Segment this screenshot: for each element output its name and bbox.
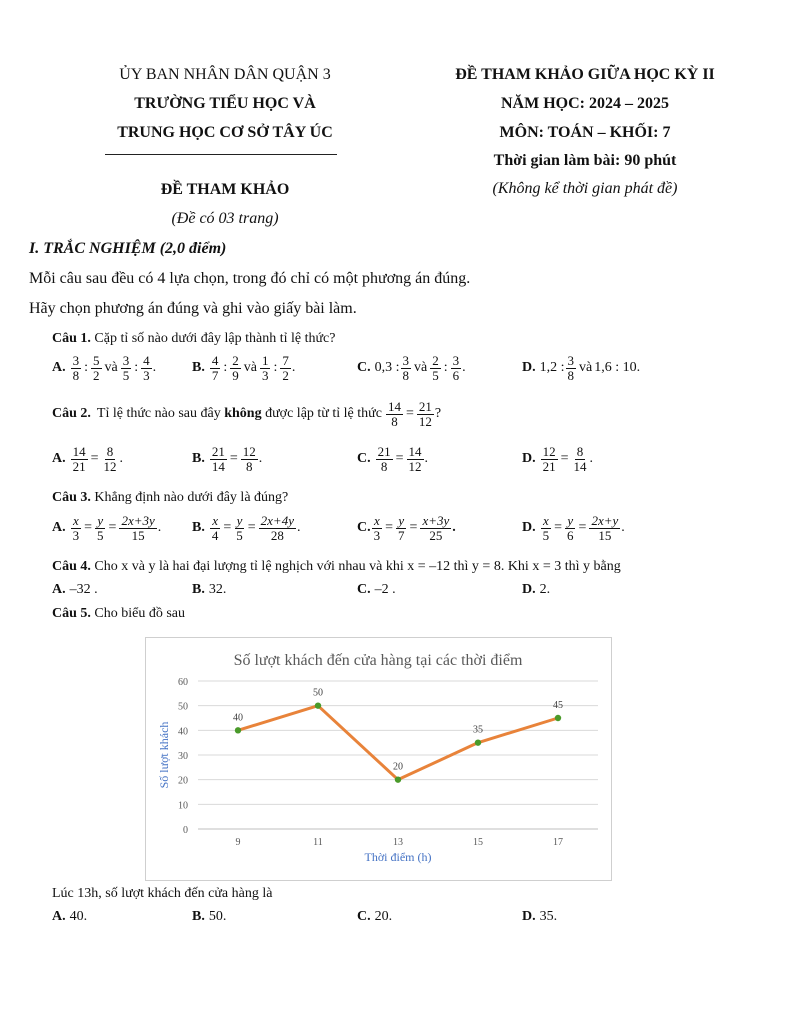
q1-stem xyxy=(52,331,336,347)
fraction: $\frac{x}{3}$ xyxy=(72,513,80,543)
equals: = xyxy=(395,451,404,467)
q5-stem xyxy=(52,606,185,622)
section-title: I. TRẮC NGHIỆM (2,0 điểm) xyxy=(29,240,227,257)
q3-option-d[interactable] xyxy=(522,514,625,542)
and-word: và xyxy=(414,360,428,376)
fraction: $\frac{21}{14}$ xyxy=(211,444,225,474)
pages-note: (Đề có 03 trang) xyxy=(171,210,279,227)
q2-option-b[interactable] xyxy=(192,445,262,473)
q1-option-d[interactable] xyxy=(522,354,640,382)
option-letter: B. xyxy=(192,451,205,467)
q3-text: Khẳng định nào dưới đây là đúng? xyxy=(94,490,289,505)
y-tick-label: 30 xyxy=(178,751,188,762)
fraction: $\frac{y}{5}$ xyxy=(236,513,243,543)
period: . xyxy=(258,451,263,467)
and-word: và xyxy=(579,360,593,376)
data-point xyxy=(475,739,481,745)
data-label: 40 xyxy=(233,712,243,724)
option-letter: C. xyxy=(357,520,371,536)
q5-option-b[interactable] xyxy=(192,909,226,925)
q2-stem: Câu 2. Tỉ lệ thức nào sau đây không được lập từ tỉ lệ thức $\frac{14}{8}$ = $\frac{21}{12}$ ? xyxy=(52,399,442,429)
q5-option-a[interactable] xyxy=(52,909,87,925)
q1-option-a[interactable]: A. $\frac{3}{8}$ : $\frac{5}{2}$ và $\frac{3}{5}$ : $\frac{4}{3}$ . xyxy=(52,353,157,383)
x-tick-label: 9 xyxy=(235,837,241,848)
fraction: $\frac{2}{5}$ xyxy=(432,353,439,383)
equals: = xyxy=(385,520,394,536)
q3-stem xyxy=(52,490,288,506)
q4-label: Câu 4. xyxy=(52,559,91,574)
q5-text: Cho biểu đồ sau xyxy=(94,606,186,621)
q5-label: Câu 5. xyxy=(52,606,91,621)
data-label: 50 xyxy=(313,687,323,699)
q4-option-d[interactable] xyxy=(522,582,550,598)
fraction: $\frac{2x+3y}{15}$ xyxy=(121,513,155,543)
period: . xyxy=(152,360,157,376)
option-letter: A. xyxy=(52,360,66,376)
q5-followup: Lúc 13h, số lượt khách đến cửa hàng là xyxy=(52,886,273,901)
school-name-line1: TRƯỜNG TIỂU HỌC VÀ xyxy=(134,95,316,112)
ratio-text: 1,2 : xyxy=(539,360,565,376)
fraction: $\frac{x+3y}{25}$ xyxy=(422,513,450,543)
question-mark: ? xyxy=(434,406,442,422)
q2-option-d[interactable] xyxy=(522,445,593,473)
q5-option-c[interactable] xyxy=(357,909,392,925)
exam-duration-note: (Không kể thời gian phát đề) xyxy=(492,180,678,197)
subject-grade: MÔN: TOÁN – KHỐI: 7 xyxy=(499,124,671,141)
q2-text: Tỉ lệ thức nào sau đây xyxy=(96,406,221,422)
y-axis-label: Số lượt khách xyxy=(157,721,171,789)
option-letter: D. xyxy=(522,909,536,924)
q2-emphasis: không xyxy=(224,406,262,422)
fraction: $\frac{8}{12}$ xyxy=(103,444,117,474)
period: . xyxy=(119,451,124,467)
fraction: $\frac{x}{4}$ xyxy=(211,513,219,543)
option-letter: C. xyxy=(357,451,371,467)
q2-label: Câu 2. xyxy=(52,406,91,422)
equals: = xyxy=(247,520,256,536)
fraction: $\frac{14}{12}$ xyxy=(408,444,422,474)
and-word: và xyxy=(243,360,257,376)
option-text: 2. xyxy=(539,582,551,597)
option-letter: D. xyxy=(522,451,536,467)
option-letter: A. xyxy=(52,582,66,597)
period: . xyxy=(589,451,594,467)
option-text: 40. xyxy=(69,909,88,924)
equals: = xyxy=(223,520,232,536)
data-point xyxy=(555,715,561,721)
fraction: $\frac{12}{8}$ xyxy=(242,444,256,474)
option-letter: C. xyxy=(357,360,371,376)
data-point xyxy=(235,727,241,733)
equals: = xyxy=(90,451,99,467)
q1-label: Câu 1. xyxy=(52,331,91,346)
fraction: $\frac{12}{21}$ xyxy=(542,444,556,474)
option-letter: B. xyxy=(192,582,205,597)
fraction: $\frac{4}{7}$ xyxy=(211,353,219,383)
period: . xyxy=(157,520,162,536)
option-letter: A. xyxy=(52,451,66,467)
chart-container xyxy=(145,637,612,881)
option-letter: C. xyxy=(357,909,371,924)
fraction: $\frac{7}{2}$ xyxy=(282,353,289,383)
option-text: –32 . xyxy=(69,582,98,597)
equals: = xyxy=(409,520,418,536)
option-text: 50. xyxy=(208,909,227,924)
q3-option-c[interactable] xyxy=(357,514,456,542)
equals: = xyxy=(108,520,117,536)
y-tick-label: 10 xyxy=(178,800,188,812)
x-tick-label: 17 xyxy=(553,837,563,848)
x-tick-label: 11 xyxy=(313,837,323,848)
y-tick-label: 40 xyxy=(178,726,188,738)
period: . xyxy=(621,520,625,536)
q2-text: được lập từ tỉ lệ thức xyxy=(265,406,382,422)
q3-option-a[interactable] xyxy=(52,514,161,542)
period: . xyxy=(291,360,296,376)
q3-label: Câu 3. xyxy=(52,490,91,505)
y-tick-label: 60 xyxy=(178,677,188,688)
q1-text: Cặp tỉ số nào dưới đây lập thành tỉ lệ thức? xyxy=(94,331,336,346)
option-text: 32. xyxy=(208,582,227,597)
q2-option-a[interactable] xyxy=(52,445,123,473)
line-chart xyxy=(146,638,611,880)
period: . xyxy=(636,360,641,376)
option-text: 20. xyxy=(374,909,393,924)
period: . xyxy=(462,360,466,376)
school-year: NĂM HỌC: 2024 – 2025 xyxy=(501,95,669,112)
fraction: $\frac{2x+y}{15}$ xyxy=(591,513,619,543)
q1-option-b[interactable]: B. $\frac{4}{7}$ : $\frac{2}{9}$ và $\frac{1}{3}$ : $\frac{7}{2}$ . xyxy=(192,353,296,383)
data-label: 20 xyxy=(393,761,403,773)
y-tick-label: 0 xyxy=(183,825,188,836)
fraction: $\frac{3}{6}$ xyxy=(452,353,460,383)
q4-option-b[interactable] xyxy=(192,582,226,598)
x-tick-label: 15 xyxy=(473,837,483,848)
data-label: 35 xyxy=(473,724,483,736)
exam-duration: Thời gian làm bài: 90 phút xyxy=(493,152,677,169)
fraction: $\frac{14}{21}$ xyxy=(72,444,86,474)
fraction: $\frac{8}{14}$ xyxy=(573,444,587,474)
option-letter: C. xyxy=(357,582,371,597)
q5-option-d[interactable] xyxy=(522,909,557,925)
q2-option-c[interactable] xyxy=(357,445,428,473)
fraction: $\frac{3}{8}$ xyxy=(72,353,80,383)
data-label: 45 xyxy=(553,700,563,711)
authority-name: ỦY BAN NHÂN DÂN QUẬN 3 xyxy=(119,66,331,83)
fraction: $\frac{3}{5}$ xyxy=(122,353,130,383)
fraction: $\frac{y}{7}$ xyxy=(398,513,405,543)
option-letter: A. xyxy=(52,520,66,536)
q1-option-c[interactable]: C. 0,3 : $\frac{3}{8}$ và $\frac{2}{5}$ : $\frac{3}{6}$ . xyxy=(357,353,466,383)
fraction: $\frac{4}{3}$ xyxy=(143,353,150,383)
school-name-line2: TRUNG HỌC CƠ SỞ TÂY ÚC xyxy=(117,124,333,141)
fraction: $\frac{y}{5}$ xyxy=(97,513,104,543)
fraction: $\frac{21}{8}$ xyxy=(377,444,391,474)
fraction: $\frac{1}{3}$ xyxy=(261,353,269,383)
option-letter: A. xyxy=(52,909,66,924)
q3-option-b[interactable] xyxy=(192,514,300,542)
fraction: $\frac{5}{2}$ xyxy=(93,353,100,383)
equals: = xyxy=(578,520,587,536)
header-divider xyxy=(105,154,337,155)
ratio-text: 1,6 : 10 xyxy=(594,360,637,376)
option-text: 35. xyxy=(539,909,558,924)
fraction: $\frac{x}{5}$ xyxy=(542,513,550,543)
exam-title: ĐỀ THAM KHẢO GIỮA HỌC KỲ II xyxy=(455,66,715,83)
fraction: $\frac{x}{3}$ xyxy=(373,513,381,543)
data-point xyxy=(395,776,401,782)
period: . xyxy=(424,451,429,467)
y-tick-label: 50 xyxy=(178,701,188,713)
section-intro-1: Mỗi câu sau đều có 4 lựa chọn, trong đó chỉ có một phương án đúng. xyxy=(29,270,471,287)
section-intro-2: Hãy chọn phương án đúng và ghi vào giấy bài làm. xyxy=(29,300,357,317)
and-word: và xyxy=(104,360,118,376)
period: . xyxy=(452,520,456,536)
option-letter: D. xyxy=(522,360,536,376)
equals: = xyxy=(229,451,238,467)
x-axis-label: Thời điểm (h) xyxy=(364,850,432,864)
option-letter: B. xyxy=(192,520,205,536)
data-point xyxy=(315,702,321,708)
fraction: $\frac{3}{8}$ xyxy=(402,353,410,383)
doc-type: ĐỀ THAM KHẢO xyxy=(160,181,290,198)
equals: = xyxy=(554,520,563,536)
option-text: –2 . xyxy=(374,582,396,597)
option-letter: D. xyxy=(522,520,536,536)
x-tick-label: 13 xyxy=(393,837,403,848)
equals: = xyxy=(84,520,93,536)
ratio-text: 0,3 : xyxy=(374,360,400,376)
q4-option-c[interactable] xyxy=(357,582,396,598)
fraction: $\frac{y}{6}$ xyxy=(567,513,574,543)
fraction: $\frac{21}{12}$ xyxy=(418,399,432,429)
q4-stem xyxy=(52,559,621,575)
y-tick-label: 20 xyxy=(178,775,188,787)
fraction: $\frac{14}{8}$ xyxy=(387,399,401,429)
option-letter: D. xyxy=(522,582,536,597)
q4-text: Cho x và y là hai đại lượng tỉ lệ nghịch với nhau và khi x = –12 thì y = 8. Khi x = 3 thì y bằng xyxy=(94,559,621,574)
fraction: $\frac{2}{9}$ xyxy=(232,353,239,383)
period: . xyxy=(296,520,301,536)
fraction: $\frac{3}{8}$ xyxy=(567,353,575,383)
option-letter: B. xyxy=(192,360,205,376)
chart-title: Số lượt khách đến cửa hàng tại các thời điểm xyxy=(233,652,523,669)
option-letter: B. xyxy=(192,909,205,924)
equals: = xyxy=(560,451,569,467)
q4-option-a[interactable] xyxy=(52,582,98,598)
fraction: $\frac{2x+4y}{28}$ xyxy=(260,513,294,543)
